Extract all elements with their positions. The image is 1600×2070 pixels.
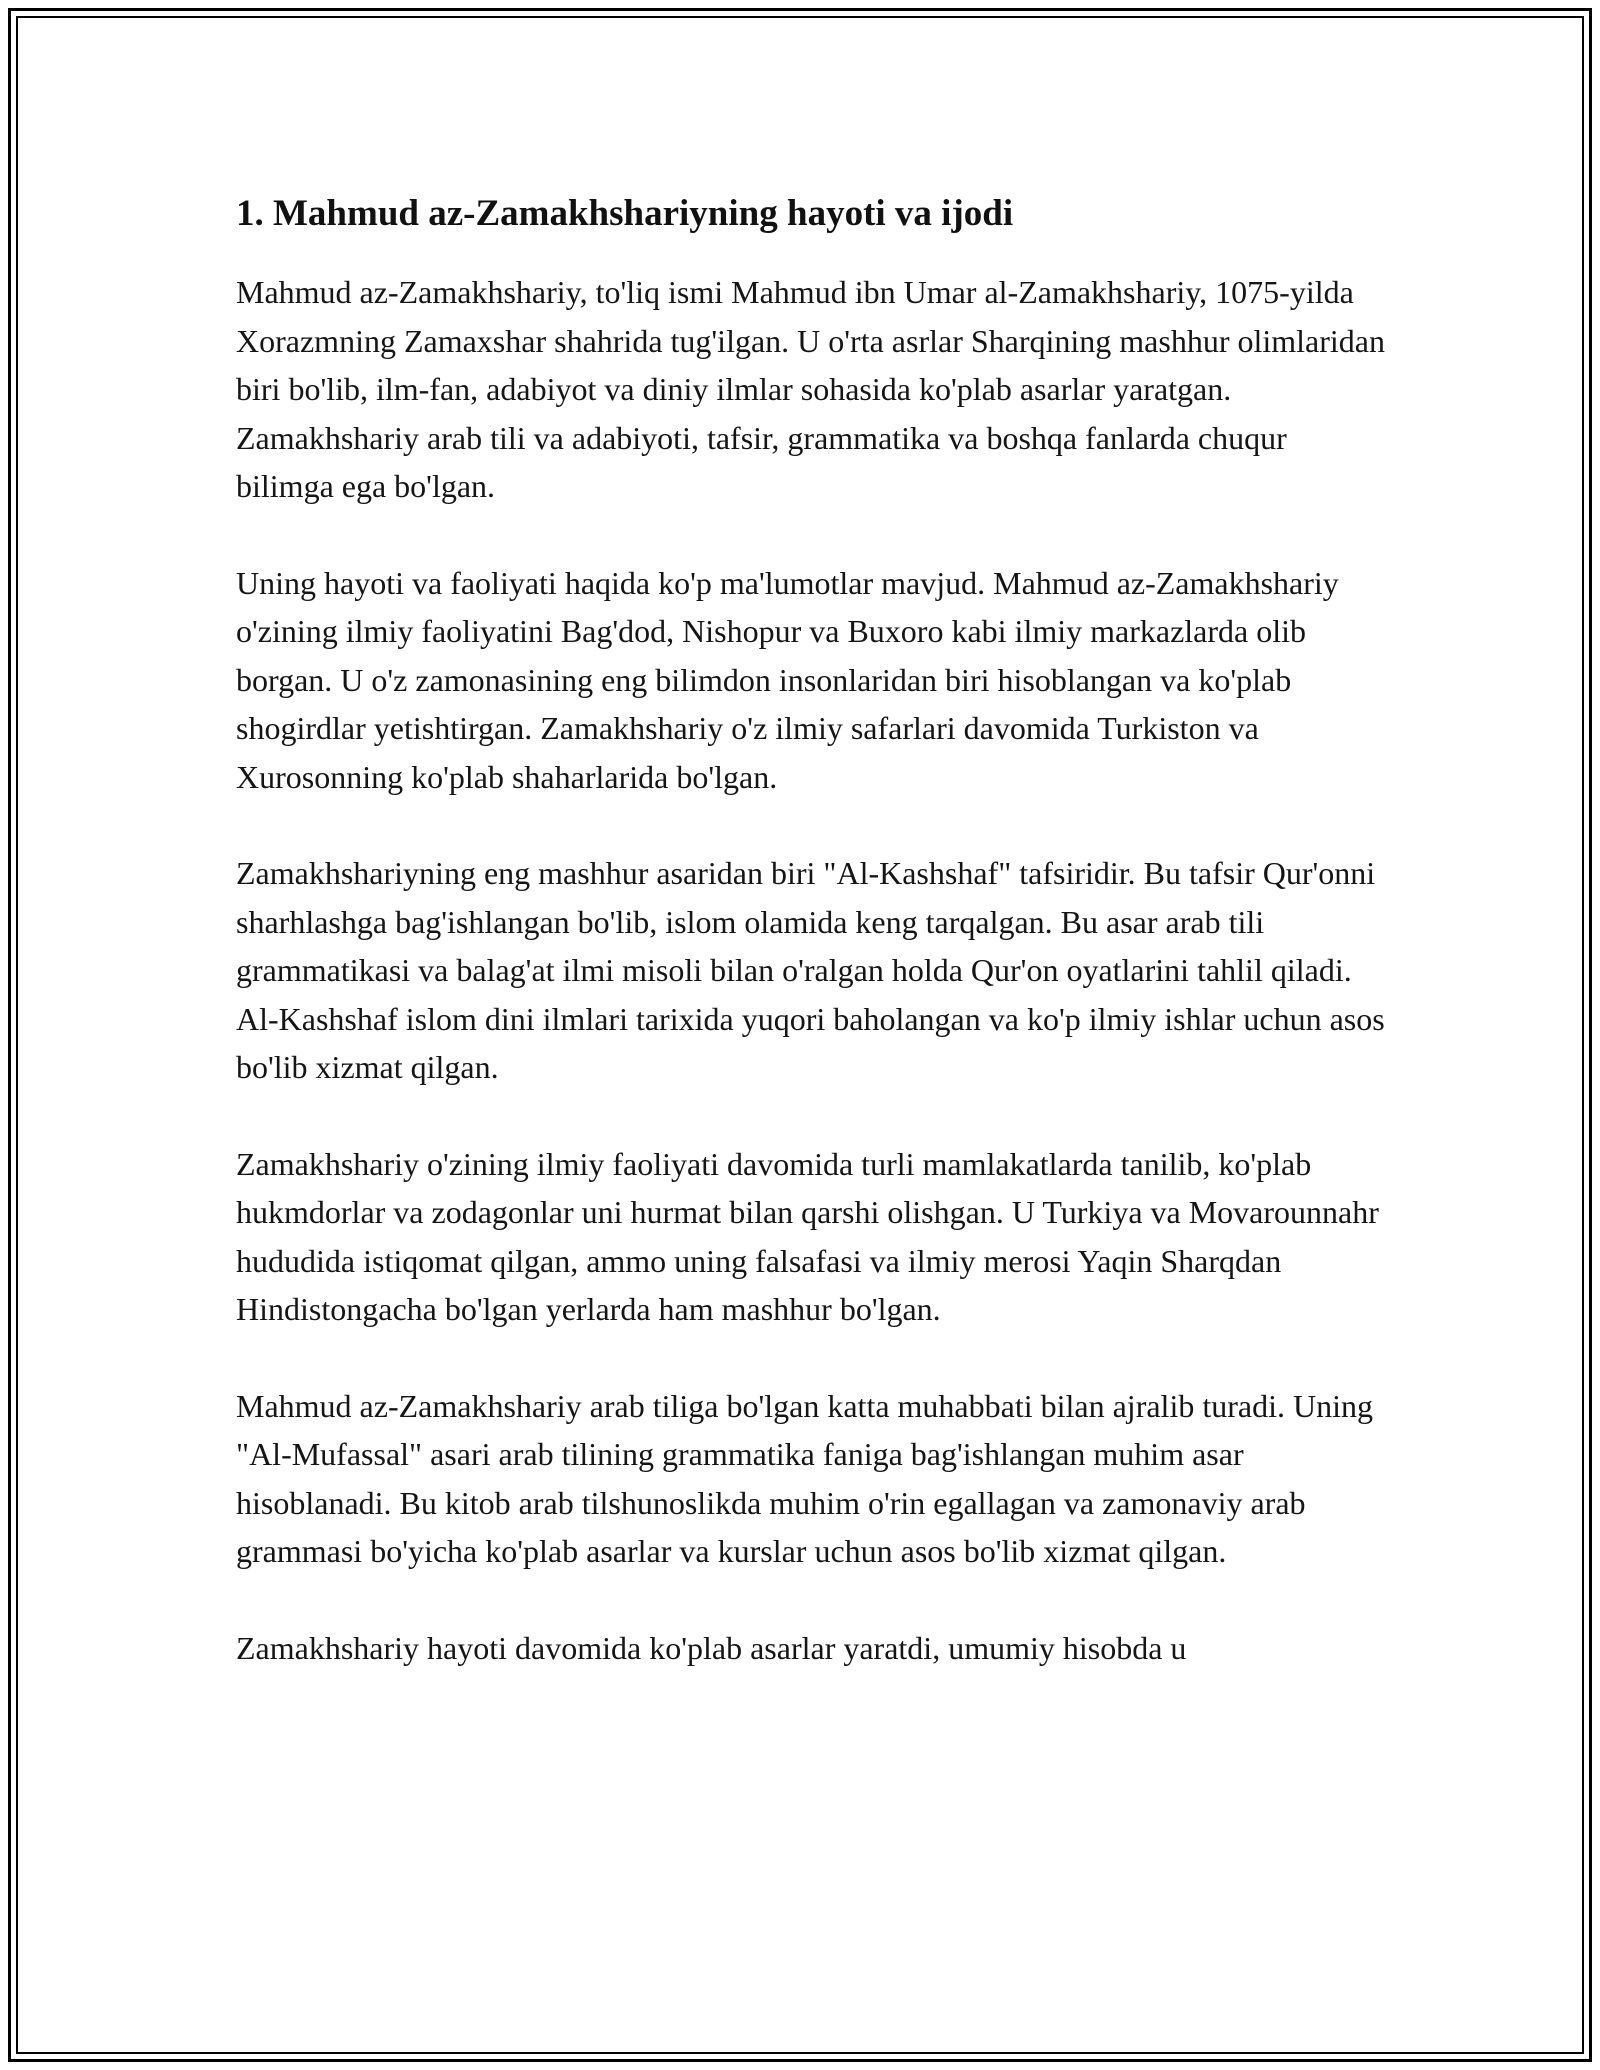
paragraph-6: Zamakhshariy hayoti davomida ko'plab asarlar yaratdi, umumiy hisobda u [236, 1629, 1187, 1666]
paragraph-1: Mahmud az-Zamakhshariy, to'liq ismi Mahmud ibn Umar al-Zamakhshariy, 1075-yilda Xorazmning Zamaxshar shahrida tug'ilgan. U o'rta asrlar Sharqining mashhur olimlaridan biri bo'lib, ilm-fan, adabiyot va diniy ilmlar sohasida ko'plab asarlar yaratgan. Zamakhshariy arab tili va adabiyoti, tafsir, grammatika va boshqa fanlarda chuqur bilimga ega bo'lgan. [236, 274, 1385, 504]
paragraph-4: Zamakhshariy o'zining ilmiy faoliyati davomida turli mamlakatlarda tanilib, ko'plab hukmdorlar va zodagonlar uni hurmat bilan qarshi olishgan. U Turkiya va Movarounnahr hududida istiqomat qilgan, ammo uning falsafasi va ilmiy merosi Yaqin Sharqdan Hindistongacha bo'lgan yerlarda ham mashhur bo'lgan. [236, 1145, 1379, 1327]
document-body [236, 186, 1386, 1720]
paragraph-5: Mahmud az-Zamakhshariy arab tiliga bo'lgan katta muhabbati bilan ajralib turadi. Uning "Al-Mufassal" asari arab tilining grammatika faniga bag'ishlangan muhim asar hisoblanadi. Bu kitob arab tilshunoslikda muhim o'rin egallagan va zamonaviy arab grammasi bo'yicha ko'plab asarlar va kurslar uchun asos bo'lib xizmat qilgan. [236, 1387, 1373, 1569]
section-heading: 1. Mahmud az-Zamakhshariyning hayoti va ijodi [236, 193, 1014, 234]
paragraph-3: Zamakhshariyning eng mashhur asaridan biri "Al-Kashshaf" tafsiridir. Bu tafsir Qur'onni sharhlashga bag'ishlangan bo'lib, islom olamida keng tarqalgan. Bu asar arab tili grammatikasi va balag'at ilmi misoli bilan o'ralgan holda Qur'on oyatlarini tahlil qiladi. Al-Kashshaf islom dini ilmlari tarixida yuqori baholangan va ko'p ilmiy ishlar uchun asos bo'lib xizmat qilgan. [236, 855, 1385, 1085]
paragraph-2: Uning hayoti va faoliyati haqida ko'p ma'lumotlar mavjud. Mahmud az-Zamakhshariy o'zining ilmiy faoliyatini Bag'dod, Nishopur va Buxoro kabi ilmiy markazlarda olib borgan. U o'z zamonasining eng bilimdon insonlaridan biri hisoblangan va ko'plab shogirdlar yetishtirgan. Zamakhshariy o'z ilmiy safarlari davomida Turkiston va Xurosonning ko'plab shaharlarida bo'lgan. [236, 564, 1339, 795]
